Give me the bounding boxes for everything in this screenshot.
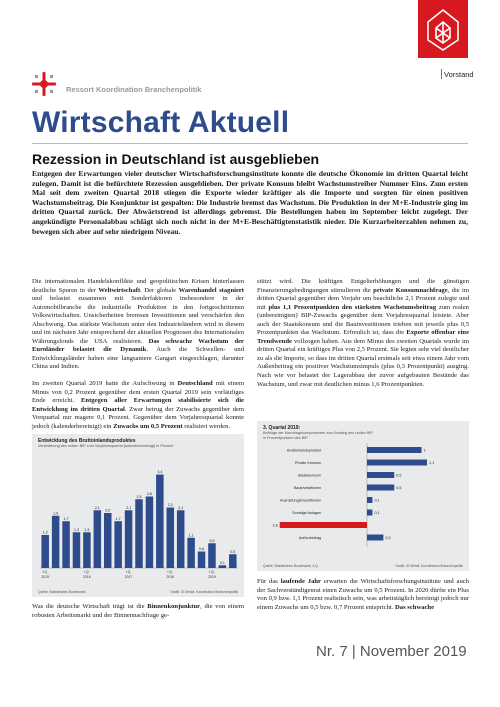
contributions-chart-plot (257, 421, 469, 571)
bar (62, 521, 70, 568)
bold-run: Warenhandel stagniert (178, 286, 244, 294)
bar (73, 532, 81, 568)
chart-unit-label: in Prozentpunkten des BIP (263, 436, 308, 440)
bold-run: private Konsumnachfrage (373, 286, 448, 294)
year-label: 2019 (208, 575, 216, 579)
bar-value-label: 2,5 (136, 494, 142, 499)
bold-run: laufende Jahr (280, 578, 321, 585)
category-label: Außenbeitrag (298, 536, 321, 540)
bar-value-label: 2,0 (105, 508, 111, 513)
title-divider (32, 143, 468, 144)
x-tick-label: I.Q. (125, 570, 132, 574)
bar-value-label: 2,6 (146, 492, 152, 496)
chart-title: 3. Quartal 2019: (263, 425, 301, 431)
bold-run: plus 1,1 Prozentpunkten den stärksten Wachstumsbeitrag (268, 303, 437, 311)
article-subtitle: Rezession in Deutschland ist ausgeblieben (32, 151, 320, 167)
text-run: , die von einem robusten Arbeitsmarkt und der Binnennachfrage ge- (32, 603, 244, 619)
bar-value-label: 2,1 (94, 505, 100, 510)
chart-credit: Grafik: IG Metall, Koordination Branchenpolitik (170, 590, 238, 594)
category-label: Bruttoinlandsprodukt (287, 448, 321, 453)
chart-source: Quelle: Statistisches Bundesamt (38, 590, 86, 594)
vorstand-label: Vorstand (444, 70, 474, 79)
paragraph-bottom-right (257, 578, 469, 612)
text-run: Was die deutsche Wirtschaft trägt ist die (32, 603, 148, 610)
text-run: . Der globale (140, 286, 179, 294)
year-label: 2018 (166, 575, 175, 579)
bar-value-label: 1,9 (53, 511, 59, 516)
chart-subtitle: Beiträge der Nachfragekomponenten zum Anstieg des realen BIP (263, 431, 373, 435)
bar (52, 516, 60, 568)
text-run: . Zwar betrug der Zuwachs gegenüber dem Vorquartal nur magere 0,1 Prozent. Gegenüber dem Vorjahresquartal konnte jedoch (kalenderbereinigt) ein (32, 405, 244, 430)
paragraph (32, 380, 244, 431)
category-label: Staatskonsum (297, 473, 321, 478)
bar-value-label: 1,3 (73, 527, 79, 532)
igmetall-logo (418, 0, 468, 58)
category-label: Sonstige Anlagen (292, 511, 321, 515)
bar-value-label: 0,1 (219, 560, 225, 565)
year-label: 2015 (41, 575, 49, 579)
bar-value-label: 1,2 (42, 530, 48, 535)
bar-value-label: 1 (423, 448, 426, 453)
chart-title: Entwicklung des Bruttoinlandsproduktes (38, 438, 136, 444)
bold-run: Weltwirtschaft (98, 286, 141, 294)
bold-run: Das schwache (395, 603, 435, 611)
bar (367, 510, 372, 516)
text-run: . Auch die Schwellen- und Entwicklungsländer haben eine langsamere Gangart eingeschlagen, darunter China und Indien. (32, 346, 245, 371)
bar-value-label: 1,1 (188, 533, 194, 538)
bar-value-label: 2,1 (178, 505, 184, 510)
text-run: stützt wird. Die kräftigen Entgelterhöhungen und die günstigen Finanzierungsbedingungen stimulieren die (257, 278, 469, 294)
bold-run: Das schwache Wachstum der Euroländer belastet die Dynamik (32, 337, 244, 354)
page-title: Wirtschaft Aktuell (32, 106, 290, 139)
paragraph (257, 278, 469, 389)
bar-value-label: 0,6 (199, 547, 205, 551)
text-run: Die internationalen Handelskonflikte und geopolitischen Krisen hinterlassen deutliche Spuren in der (32, 278, 244, 294)
text-run: Im zweiten Quartal 2019 hatte die Aufschwung in (32, 380, 178, 388)
vorstand-divider (441, 69, 442, 79)
chart-credit: Grafik: IG Metall, Koordination Branchenpolitik (395, 564, 463, 568)
bar-value-label: 0,1 (374, 498, 380, 503)
bar (219, 565, 227, 568)
bar-value-label: 1,1 (429, 461, 435, 465)
ressort-label: Ressort Koordination Branchenpolitik (66, 85, 202, 94)
year-label: 2016 (83, 575, 91, 579)
bar-value-label: 0,5 (230, 549, 236, 554)
text-run: mit einem Minus von 0,2 Prozent gegenüber dem ersten Quartal 2019 sein vorläufiges Ende erreicht. (32, 380, 244, 405)
text-run: erwarten die Wirtschaftsforschungsinstitute und auch der Sachverständigenrat einen Zuwachs um 0,5 Prozent. In 2020 dürfte ein Plus von 0,9 bzw. 1,1 Prozent realistisch sein, was arbeitstäglich bereinigt jedoch nur einem Zuwachs um 0,5 bzw. 0,7 Prozent entspricht. (257, 578, 470, 611)
bar-value-label: 0,9 (209, 538, 215, 543)
bar (367, 497, 372, 503)
bar (367, 535, 383, 541)
bar (83, 532, 91, 568)
chart-subtitle: Veränderung des realen BIP zum Vorjahresquartal (kalenderbereinigt) in Prozent (38, 444, 174, 448)
bar (367, 447, 422, 453)
x-tick-label: I.Q. (167, 570, 173, 574)
bar-value-label: 2,2 (167, 503, 173, 507)
bar-value-label: 0,5 (396, 473, 402, 478)
bar-value-label: -1,6 (271, 523, 278, 528)
bold-run: Exporte offenbar eine Trendwende (257, 329, 469, 345)
bar-value-label: 3,4 (157, 470, 163, 474)
category-label: Ausrüstungsinvestitionen (280, 498, 321, 503)
lead-paragraph: Entgegen der Erwartungen vieler deutscher Wirtschaftsforschungsinstitute konnte die deutsche Ökonomie im dritten Quartal leicht zulegen. Damit ist die befürchtete Rezession ausgeblieben. Der private Konsum bleibt Wachstumstreiber Nummer Eins. Zum ersten Mal seit dem zweiten Quartal 2018 stiegen die Exporte wieder kräftiger als die Importe und sorgten für einen positiven Wachstumsbeitrag. Die Konjunktur ist gespalten: Die Industrie bremst das Wachstum. Die Produktion in der M+E-Industrie ging im dritten Quartal zurück. Der Abwärtstrend ist allerdings gebremst. Die Bestellungen haben im September leicht zugelegt. Der angekündigte Personalabbau schlägt sich noch nicht in der M+E-Beschäftigtenstatistik nieder. Die Kurzarbeiterzahlen nehmen zu, bewegen sich aber auf sehr niedrigem Niveau. (32, 169, 468, 236)
bar-value-label: 1,3 (84, 527, 90, 532)
text-run: vollzogen haben. Aus dem Minus des zweiten Quartals wurde im dritten Quartal ein kräftiges Plus von 2,5 Prozent. Sie legten sehr viel deutlicher zu als die Importe, so dass im dritten Quartal erstmals seit etwa einem Jahr vom Außenbeitrag ein positiver Wachstumsimpuls (plus 0,3 Prozentpunkt) ausging. Nach wie vor belastet der Lagerabbau der zuvor aufgebauten Bestände das Wachstum, und zwar mit deutlichen minus 1,6 Prozentpunkten. (257, 337, 469, 388)
text-run: , die im dritten Quartal gegenüber dem Vorjahr um beachtliche 2,1 Prozent zulegte und mit (257, 286, 469, 311)
bar (187, 538, 195, 568)
bold-run: Entgegen aller Erwartungen stabilisierte sich die Entwicklung im dritten Quartal (32, 397, 244, 413)
bold-run: Zuwachs um 0,5 Prozent (113, 422, 183, 430)
paragraph (32, 278, 244, 372)
text-run: und belastet zusammen mit Sonderfaktoren insbesondere in der Automobilbranche die industrielle Produktion in den fortgeschrittenen Volkswirtschaften. Unsicherheiten bremsen Investitionen und verschärfen den Abschwung. Das stärkste Wachstum unter den Industrieländern wird in diesem und im nächsten Jahr entsprechend der aktuellen Prognosen des Internationalen Währungsfonds die USA realisieren. (32, 295, 244, 345)
bar-value-label: 0,1 (374, 511, 380, 515)
x-tick-label: I.Q. (84, 570, 90, 574)
category-label: Bauinvestitionen (293, 486, 321, 490)
bar (208, 543, 216, 568)
paragraph-bottom-left (32, 603, 244, 620)
bar (198, 552, 206, 569)
bar (367, 472, 394, 478)
bar (146, 497, 154, 569)
gdp-chart (32, 434, 244, 597)
ressort-icon (26, 70, 62, 98)
bar (156, 475, 164, 569)
contributions-chart (257, 421, 469, 571)
bar (367, 460, 427, 466)
text-column-right (257, 278, 469, 397)
bar-value-label: 1,7 (115, 516, 121, 521)
bar (167, 508, 175, 569)
bar (104, 513, 112, 568)
bold-run: Binnenkonjunktur (147, 603, 201, 610)
category-label: Private Konsum (294, 461, 321, 465)
bar (41, 535, 49, 568)
chart-source: Quelle: Statistisches Bundesamt; 3.Q. (263, 564, 319, 568)
text-run: realisiert werden. (182, 422, 231, 430)
bar (125, 510, 133, 568)
text-column-left (32, 278, 244, 439)
bold-run: Deutschland (177, 380, 213, 388)
bar (94, 510, 102, 568)
bar (114, 521, 122, 568)
text-run: Für das (257, 578, 281, 585)
x-tick-label: I.Q. (209, 570, 215, 574)
gdp-chart-plot (32, 434, 244, 597)
bar-value-label: 0,5 (396, 486, 402, 490)
issue-footer: Nr. 7 | November 2019 (316, 643, 467, 660)
bar (367, 485, 394, 491)
bar (177, 510, 185, 568)
bar (229, 554, 237, 568)
bar (280, 522, 367, 528)
year-label: 2017 (124, 575, 133, 579)
text-run: zum realen (unbereinigten) BIP-Zuwachs gegenüber dem Vorjahresquartal leistete. Aber auch der Staatskonsum und die Bauinvestitionen trieben mit jeweils plus 0,5 Prozentpunkten das Wachstum. Erfreulich ist, dass die (257, 303, 469, 337)
bar-value-label: 0,3 (385, 536, 391, 540)
bar (135, 499, 143, 568)
x-tick-label: I.Q. (42, 570, 48, 574)
bar-value-label: 2,1 (126, 505, 132, 510)
bar-value-label: 1,7 (63, 516, 69, 521)
